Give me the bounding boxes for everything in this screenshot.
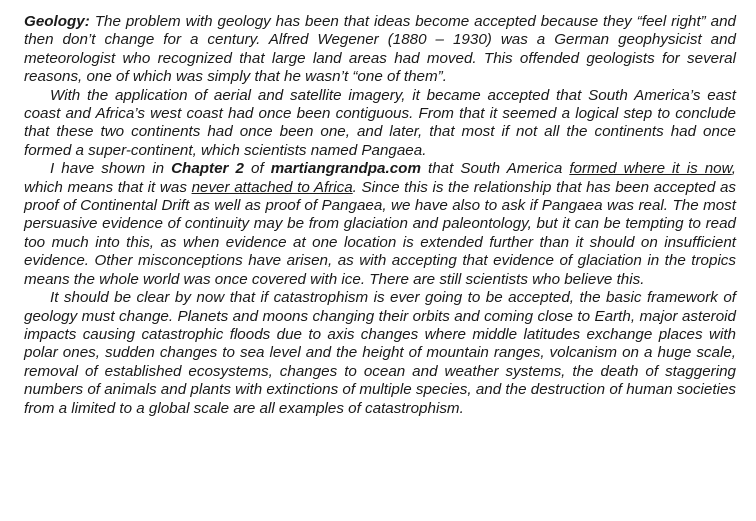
paragraph-text: . Since this is the relationship that has been accepted as proof of Continental Drift as well as proof of Pangaea, we have also to ask if Pangaea was real. The most persuasive evidence of continuity may be from glaciation and paleontology, but it can be tempting to read too much into this, as when evidence at one location is extended further than it should on insufficient evidence. Other misconceptions have arisen, as with accepting that evidence of glaciation in the tropics means the whole world was once covered with ice. There are still scientists who believe this. <box>24 178 736 288</box>
website-reference: martiangrandpa.com <box>270 160 421 178</box>
paragraph-text: that South America <box>420 160 570 178</box>
paragraph-text: The problem with geology has been that ideas become accepted because they “feel right” and then don’t change for a century. Alfred Wegener (1880 – 1930) was a German geophysicist and meteorologist who recognized that large land areas had moved. This offended geologists for several reasons, one of which was simply that he wasn’t “one of them”. <box>24 13 736 86</box>
paragraph-catastrophism <box>24 289 736 418</box>
paragraph-text: It should be clear by now that if catastrophism is ever going to be accepted, the basic framework of geology must change. Planets and moons changing their orbits and coming close to Earth, major asteroid impacts causing catastrophic floods due to axis changes where middle latitudes exchange places with polar ones, sudden changes to sea level and the height of mountain ranges, volcanism on a huge scale, removal of established ecosystems, changes to ocean and weather systems, the death of staggering numbers of animals and plants with extinctions of multiple species, and the destruction of human societies from a limited to a global scale are all examples of catastrophism. <box>24 289 736 417</box>
paragraph-text: With the application of aerial and satellite imagery, it became accepted that South America’s east coast and Africa’s west coast had once been contiguous. From that it seemed a logical step to conclude that these two continents had once been one, and later, that most if not all the continents had once formed a super-continent, which scientists named Pangaea. <box>24 86 736 159</box>
underlined-phrase: formed where it is now <box>569 160 732 178</box>
underlined-phrase: never attached to Africa <box>191 178 353 196</box>
paragraph-text: , which means that it was <box>24 160 736 196</box>
paragraph-satellite-imagery <box>24 87 736 161</box>
section-heading: Geology: <box>24 13 90 30</box>
paragraph-text: I have shown in <box>50 160 172 178</box>
paragraph-text: of <box>243 160 271 178</box>
document-body <box>24 13 736 418</box>
paragraph-south-america <box>24 160 736 289</box>
paragraph-geology-intro <box>24 13 736 87</box>
chapter-reference: Chapter 2 <box>171 160 244 178</box>
